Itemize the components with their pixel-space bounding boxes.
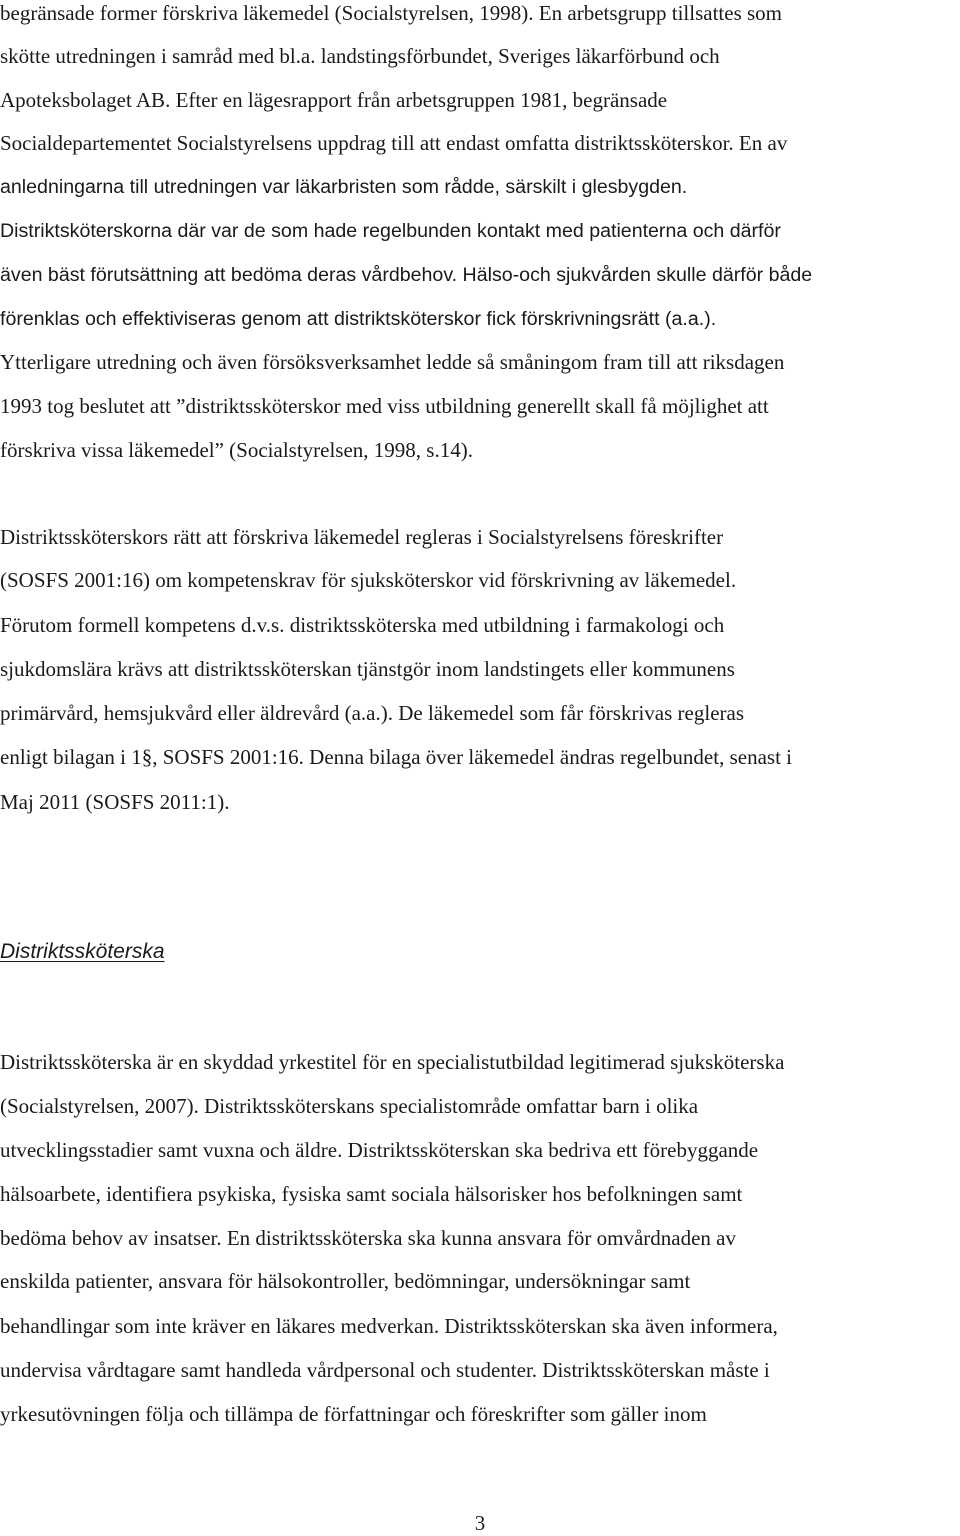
paragraph-line: behandlingar som inte kräver en läkares medverkan. Distriktssköterskan ska även informera, [0,1314,778,1338]
paragraph-line: förskriva vissa läkemedel” (Socialstyrelsen, 1998, s.14). [0,438,473,462]
paragraph-line: sjukdomslära krävs att distriktssköterskan tjänstgör inom landstingets eller kommunens [0,657,735,681]
paragraph-line: Distriktssköterskors rätt att förskriva läkemedel regleras i Socialstyrelsens föreskrifter [0,525,724,549]
paragraph-line: yrkesutövningen följa och tillämpa de författningar och föreskrifter som gäller inom [0,1402,707,1426]
paragraph-line: begränsade former förskriva läkemedel (Socialstyrelsen, 1998). En arbetsgrupp tillsattes som [0,1,783,25]
paragraph-line: Ytterligare utredning och även försöksverksamhet ledde så småningom fram till att riksdagen [0,350,785,374]
paragraph-line: utvecklingsstadier samt vuxna och äldre. Distriktssköterskan ska bedriva ett förebyggande [0,1138,759,1162]
paragraph-line: även bäst förutsättning att bedöma deras vårdbehov. Hälso-och sjukvården skulle därför både [0,264,813,286]
paragraph-line: Distriktssköterska är en skyddad yrkestitel för en specialistutbildad legitimerad sjuksköterska [0,1050,785,1074]
paragraph-line: Distriktsköterskorna där var de som hade regelbunden kontakt med patienterna och därför [0,220,781,242]
paragraph-line: Maj 2011 (SOSFS 2011:1). [0,790,230,814]
paragraph-line: Socialdepartementet Socialstyrelsens uppdrag till att endast omfatta distriktssköterskor. En av [0,131,788,155]
paragraph-line: bedöma behov av insatser. En distriktssköterska ska kunna ansvara för omvårdnaden av [0,1226,736,1250]
paragraph-line: primärvård, hemsjukvård eller äldrevård (a.a.). De läkemedel som får förskrivas regleras [0,701,745,725]
paragraph-line: Förutom formell kompetens d.v.s. distriktssköterska med utbildning i farmakologi och [0,613,725,637]
page-number: 3 [474,1511,486,1535]
section-heading: Distriktssköterska [0,940,165,963]
paragraph-line: enskilda patienter, ansvara för hälsokontroller, bedömningar, undersökningar samt [0,1269,691,1293]
paragraph-line: Apoteksbolaget AB. Efter en lägesrapport från arbetsgruppen 1981, begränsade [0,88,668,112]
paragraph-line: (Socialstyrelsen, 2007). Distriktssköterskans specialistområde omfattar barn i olika [0,1094,699,1118]
paragraph-line: hälsoarbete, identifiera psykiska, fysiska samt sociala hälsorisker hos befolkningen samt [0,1182,743,1206]
paragraph-line: (SOSFS 2001:16) om kompetenskrav för sjuksköterskor vid förskrivning av läkemedel. [0,568,737,592]
paragraph-line: skötte utredningen i samråd med bl.a. landstingsförbundet, Sveriges läkarförbund och [0,44,720,68]
paragraph-line: 1993 tog beslutet att ”distriktssköterskor med viss utbildning generellt skall få möjlighet att [0,394,769,418]
paragraph-line: undervisa vårdtagare samt handleda vårdpersonal och studenter. Distriktssköterskan måste i [0,1358,770,1382]
paragraph-line: enligt bilagan i 1§, SOSFS 2001:16. Denna bilaga över läkemedel ändras regelbundet, senast i [0,745,792,769]
paragraph-line: anledningarna till utredningen var läkarbristen som rådde, särskilt i glesbygden. [0,176,688,198]
paragraph-line: förenklas och effektiviseras genom att distriktsköterskor fick förskrivningsrätt (a.a.). [0,308,717,330]
